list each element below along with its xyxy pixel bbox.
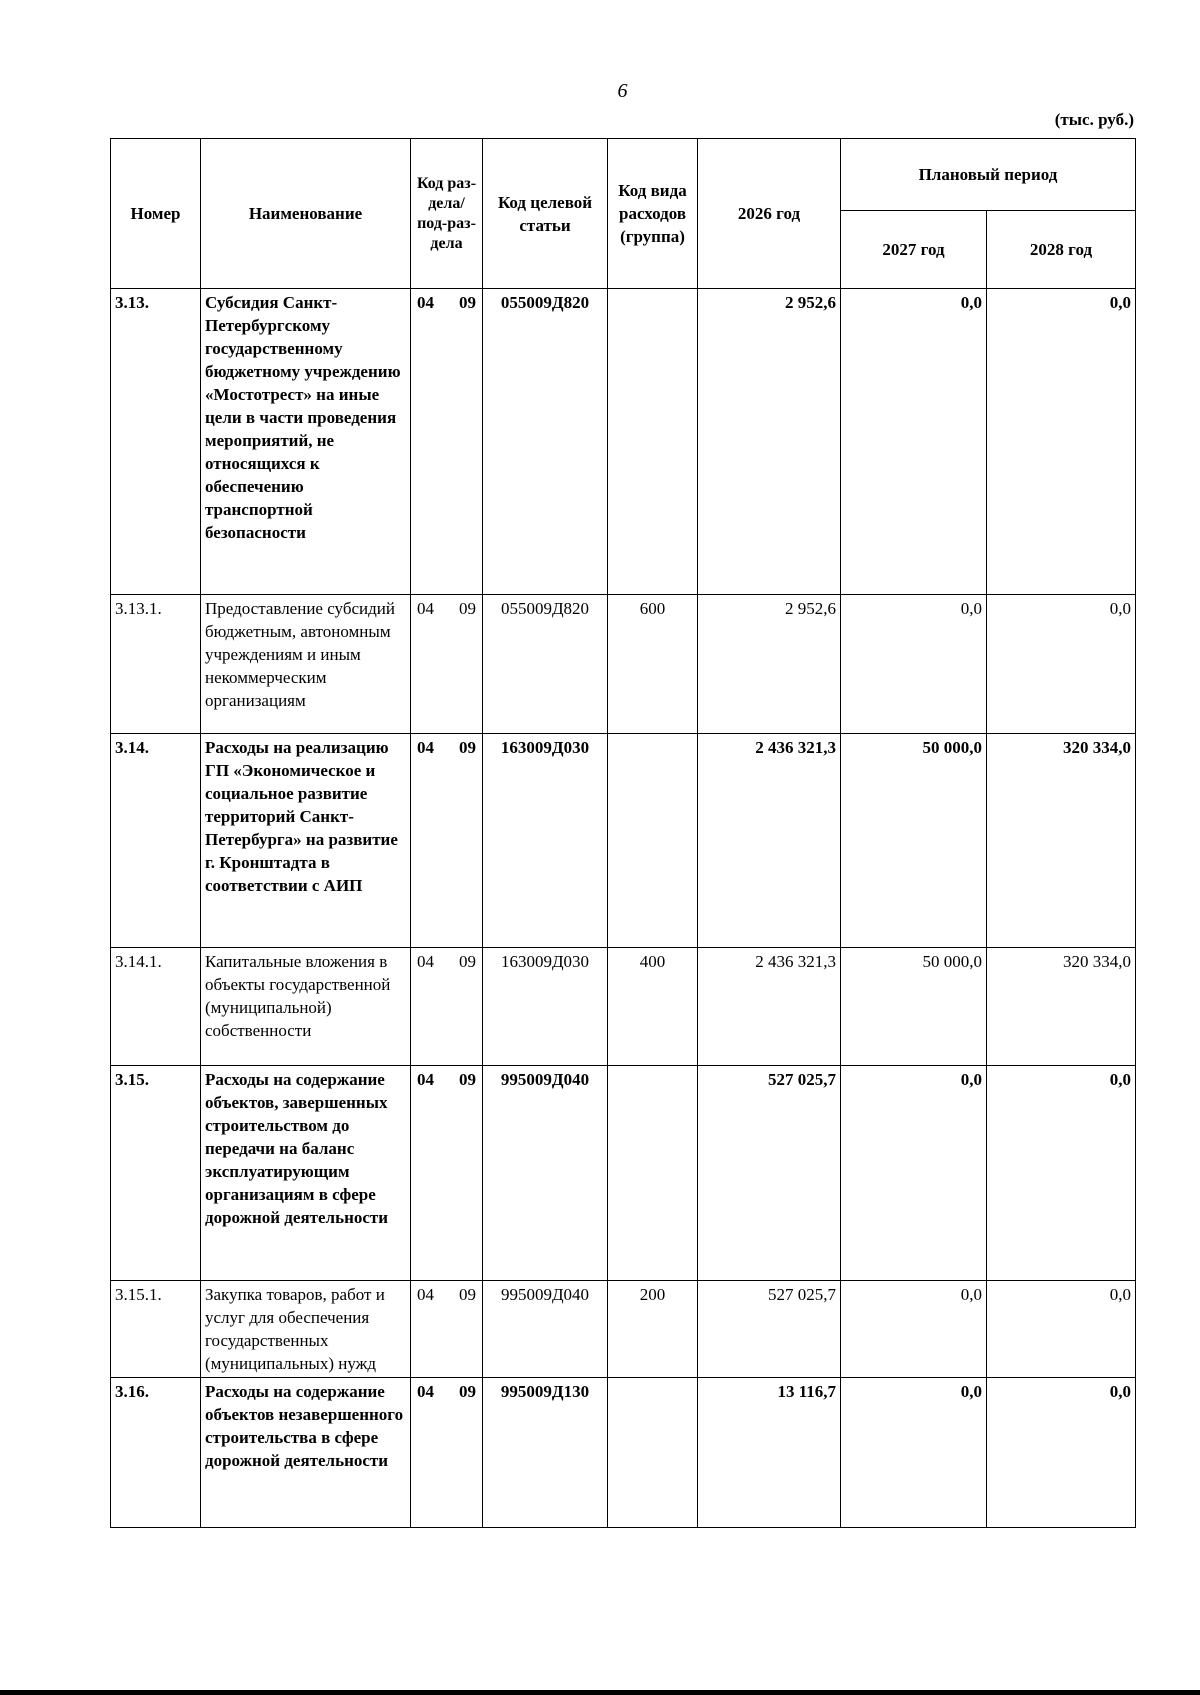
podrazdel-code: 09 [459,1382,476,1401]
razdel-code: 04 [417,952,434,971]
row-section-code [411,948,483,1066]
row-target-code: 995009Д040 [483,1066,608,1281]
row-2028: 0,0 [987,595,1136,734]
razdel-code: 04 [417,738,434,757]
row-name: Предоставление субсидий бюджетным, автономным учреждениям и иным некоммерческим организациям [201,595,411,734]
row-2026: 527 025,7 [698,1281,841,1378]
col-header-kod-vida: Код вида расходов (группа) [608,139,698,289]
row-number: 3.14.1. [111,948,201,1066]
col-header-kod-razdela: Код раз-дела/ под-раз-дела [411,139,483,289]
razdel-code: 04 [417,1285,434,1304]
row-expense-type: 600 [608,595,698,734]
row-section-code [411,1066,483,1281]
table-row [111,1066,1136,1281]
podrazdel-code: 09 [459,1070,476,1089]
col-header-nomer: Номер [111,139,201,289]
row-section-code [411,289,483,595]
row-expense-type [608,734,698,948]
row-expense-type: 200 [608,1281,698,1378]
row-2027: 0,0 [841,595,987,734]
row-2026: 2 436 321,3 [698,948,841,1066]
row-name: Расходы на содержание объектов, завершенных строительством до передачи на баланс эксплуатирующим организациям в сфере дорожной деятельности [201,1066,411,1281]
row-2027: 0,0 [841,1378,987,1528]
row-2028: 0,0 [987,289,1136,595]
row-2027: 0,0 [841,289,987,595]
row-number: 3.16. [111,1378,201,1528]
table-row [111,948,1136,1066]
row-section-code [411,734,483,948]
row-number: 3.13. [111,289,201,595]
row-target-code: 163009Д030 [483,734,608,948]
razdel-code: 04 [417,599,434,618]
row-target-code: 995009Д130 [483,1378,608,1528]
row-2028: 320 334,0 [987,948,1136,1066]
table-row [111,1281,1136,1378]
table-row [111,734,1136,948]
podrazdel-code: 09 [459,599,476,618]
row-2028: 320 334,0 [987,734,1136,948]
row-2026: 2 436 321,3 [698,734,841,948]
row-2028: 0,0 [987,1281,1136,1378]
row-expense-type [608,1378,698,1528]
row-expense-type [608,1066,698,1281]
row-number: 3.13.1. [111,595,201,734]
razdel-code: 04 [417,1382,434,1401]
row-expense-type [608,289,698,595]
razdel-code: 04 [417,293,434,312]
row-section-code [411,1281,483,1378]
row-2027: 0,0 [841,1281,987,1378]
page-bottom-border [0,1690,1200,1695]
col-header-planovyi: Плановый период [841,139,1136,211]
col-header-2028: 2028 год [987,211,1136,289]
row-name: Капитальные вложения в объекты государственной (муниципальной) собственности [201,948,411,1066]
budget-table [110,138,1136,1528]
row-2026: 2 952,6 [698,595,841,734]
table-row [111,595,1136,734]
units-label: (тыс. руб.) [1054,110,1134,129]
podrazdel-code: 09 [459,1285,476,1304]
podrazdel-code: 09 [459,293,476,312]
razdel-code: 04 [417,1070,434,1089]
row-section-code [411,595,483,734]
podrazdel-code: 09 [459,738,476,757]
row-2027: 50 000,0 [841,734,987,948]
row-name: Закупка товаров, работ и услуг для обеспечения государственных (муниципальных) нужд [201,1281,411,1378]
row-target-code: 995009Д040 [483,1281,608,1378]
row-2027: 50 000,0 [841,948,987,1066]
row-target-code: 055009Д820 [483,595,608,734]
table-row [111,1378,1136,1528]
podrazdel-code: 09 [459,952,476,971]
row-target-code: 055009Д820 [483,289,608,595]
table-row [111,289,1136,595]
row-2027: 0,0 [841,1066,987,1281]
row-2028: 0,0 [987,1066,1136,1281]
row-name: Субсидия Санкт-Петербургскому государственному бюджетному учреждению «Мостотрест» на иные цели в части проведения мероприятий, не относящихся к обеспечению транспортной безопасности [201,289,411,595]
row-expense-type: 400 [608,948,698,1066]
col-header-2027: 2027 год [841,211,987,289]
row-name: Расходы на реализацию ГП «Экономическое и социальное развитие территорий Санкт-Петербурга» на развитие г. Кронштадта в соответствии с АИП [201,734,411,948]
col-header-naimenovanie: Наименование [201,139,411,289]
row-target-code: 163009Д030 [483,948,608,1066]
row-section-code [411,1378,483,1528]
row-2026: 2 952,6 [698,289,841,595]
row-name: Расходы на содержание объектов незавершенного строительства в сфере дорожной деятельности [201,1378,411,1528]
row-number: 3.14. [111,734,201,948]
row-2026: 13 116,7 [698,1378,841,1528]
row-number: 3.15.1. [111,1281,201,1378]
page-number: 6 [617,80,628,102]
row-number: 3.15. [111,1066,201,1281]
col-header-kod-celevoi: Код целевой статьи [483,139,608,289]
col-header-2026: 2026 год [698,139,841,289]
row-2028: 0,0 [987,1378,1136,1528]
row-2026: 527 025,7 [698,1066,841,1281]
